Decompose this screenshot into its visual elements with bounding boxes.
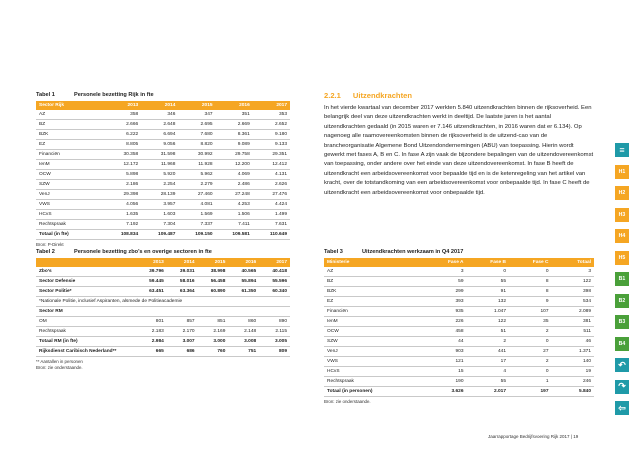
cell-value: 51 bbox=[467, 327, 510, 337]
cell-value: 2.254 bbox=[141, 180, 178, 190]
cell-value: 353 bbox=[253, 110, 290, 120]
nav-item-b4[interactable]: B4 bbox=[615, 337, 629, 351]
cell-value: 110.649 bbox=[253, 230, 290, 240]
cell-value: 30.358 bbox=[104, 150, 141, 160]
table3-title bbox=[324, 249, 594, 255]
cell-value: 55.596 bbox=[259, 277, 290, 287]
cell-value: 760 bbox=[198, 347, 229, 357]
table-row bbox=[36, 317, 290, 327]
cell-value: 59 bbox=[424, 277, 467, 287]
section-heading bbox=[324, 91, 412, 100]
row-label: EZ bbox=[36, 140, 104, 150]
cell-value: 458 bbox=[424, 327, 467, 337]
row-label: Rechtspraak bbox=[36, 327, 136, 337]
cell-value: 109.581 bbox=[216, 230, 253, 240]
cell-value: 109.150 bbox=[178, 230, 215, 240]
cell-value: 7.631 bbox=[253, 220, 290, 230]
cell-value: 441 bbox=[467, 347, 510, 357]
cell-value: 9.133 bbox=[253, 140, 290, 150]
cell-value: 35 bbox=[509, 317, 552, 327]
menu-icon[interactable]: ≡ bbox=[615, 143, 629, 157]
cell-value: 15 bbox=[424, 367, 467, 377]
cell-value: 8.820 bbox=[178, 140, 215, 150]
table-row bbox=[36, 230, 290, 240]
row-label: VWS bbox=[324, 357, 424, 367]
cell-value: 31.598 bbox=[141, 150, 178, 160]
table1-col-header: Sector Rijk bbox=[36, 101, 104, 110]
cell-value: 29.351 bbox=[253, 150, 290, 160]
table3-col-header: Fase C bbox=[509, 258, 552, 267]
cell-value: 3.008 bbox=[228, 337, 259, 347]
table1-header-row bbox=[36, 101, 290, 110]
prev-page-icon[interactable]: ⇦ bbox=[615, 401, 629, 415]
row-label: BZK bbox=[36, 130, 104, 140]
table1-caption: Personele bezetting Rijk in fte bbox=[74, 92, 154, 98]
row-label: SZW bbox=[324, 337, 424, 347]
row-label: Sector RM bbox=[36, 307, 290, 317]
row-label: IenM bbox=[36, 160, 104, 170]
cell-value: 398 bbox=[552, 287, 595, 297]
cell-value: 3.005 bbox=[259, 337, 290, 347]
cell-value: 347 bbox=[178, 110, 215, 120]
cell-value: 27.460 bbox=[178, 190, 215, 200]
table3-source: Bron: zie onderstaande. bbox=[324, 399, 371, 405]
cell-value: 4.253 bbox=[216, 200, 253, 210]
cell-value: 44 bbox=[424, 337, 467, 347]
cell-value: 40.418 bbox=[259, 267, 290, 277]
cell-value: 3.007 bbox=[167, 337, 198, 347]
cell-value: 29.398 bbox=[104, 190, 141, 200]
cell-value: 6.222 bbox=[104, 130, 141, 140]
cell-value: 2.186 bbox=[104, 180, 141, 190]
cell-value: 511 bbox=[552, 327, 595, 337]
cell-value: 5.962 bbox=[178, 170, 215, 180]
row-label: Totaal RM (in fte) bbox=[36, 337, 136, 347]
nav-item-b1[interactable]: B1 bbox=[615, 272, 629, 286]
cell-value: 2 bbox=[467, 337, 510, 347]
row-label: VenJ bbox=[36, 190, 104, 200]
forward-icon[interactable]: ↷ bbox=[615, 380, 629, 394]
cell-value: 1 bbox=[509, 377, 552, 387]
cell-value: 60.890 bbox=[198, 287, 229, 297]
cell-value: 299 bbox=[424, 287, 467, 297]
cell-value: 19 bbox=[552, 367, 595, 377]
cell-value: 2 bbox=[509, 327, 552, 337]
cell-value: 4.069 bbox=[216, 170, 253, 180]
table-row bbox=[324, 327, 594, 337]
cell-value: 1.506 bbox=[216, 210, 253, 220]
cell-value: 7.304 bbox=[141, 220, 178, 230]
cell-value: 9.180 bbox=[253, 130, 290, 140]
table-row bbox=[36, 327, 290, 337]
table-row bbox=[36, 220, 290, 230]
cell-value: 55 bbox=[467, 277, 510, 287]
table-row bbox=[324, 307, 594, 317]
row-label: Totaal (in fte) bbox=[36, 230, 104, 240]
nav-item-h4[interactable]: H4 bbox=[615, 229, 629, 243]
cell-value: 55 bbox=[467, 377, 510, 387]
cell-value: 1.499 bbox=[253, 210, 290, 220]
table3 bbox=[324, 258, 594, 397]
cell-value: 28.139 bbox=[141, 190, 178, 200]
table-row bbox=[36, 130, 290, 140]
cell-value: 4 bbox=[467, 367, 510, 377]
row-label: Rijksdienst Caribisch Nederland** bbox=[36, 347, 136, 357]
cell-value: 851 bbox=[198, 317, 229, 327]
table3-col-header: Fase B bbox=[467, 258, 510, 267]
cell-value: 686 bbox=[167, 347, 198, 357]
cell-value: 122 bbox=[552, 277, 595, 287]
cell-value: 2.089 bbox=[552, 307, 595, 317]
cell-value: 5.920 bbox=[141, 170, 178, 180]
cell-value: 2.626 bbox=[253, 180, 290, 190]
cell-value: 40.565 bbox=[228, 267, 259, 277]
cell-value: 9.089 bbox=[216, 140, 253, 150]
cell-value: 2.652 bbox=[253, 120, 290, 130]
cell-value: 38.998 bbox=[198, 267, 229, 277]
cell-value: 197 bbox=[509, 387, 552, 397]
cell-value: 3.626 bbox=[424, 387, 467, 397]
table-row bbox=[324, 337, 594, 347]
row-label: Financiën bbox=[36, 150, 104, 160]
cell-value: 809 bbox=[259, 347, 290, 357]
table-row bbox=[324, 357, 594, 367]
section-paragraph: In het vierde kwartaal van december 2017 werkten 5.840 uitzendkrachten binnen de rijksoverheid. Een belangrijk deel van deze uitzendkrachten werkt in deeltijd. De laatste jaren is het aantal uitzendkrachten gedaald (in 2015 waren er 7.146 uitzendkrachten, in 2016 waren dat er 6.134). Op nagenoeg alle raamovereenkomsten binnen de rijksoverheid is de uitzend-cao van de brancheorganisatie Algemene Bond Uitzendondernemingen (ABU) van toepassing. Hierin wordt gewerkt met fases A, B en C. In fase A zijn vaak de bijzondere bepalingen van de uitzendovereenkomst van toepassing, onder andere over het einde van deze uitzendovereenkomst. In fase B heeft de uitzendkracht een arbeidsovereenkomst voor bepaalde tijd en is de ketenregeling van het artikel van kracht, over de totstandkoming van een arbeidsovereenkomst voor onbepaalde tijd. In fase C heeft de uitzendkracht een arbeidsovereenkomst voor onbepaalde tijd. bbox=[324, 105, 594, 196]
table1-col-header: 2014 bbox=[141, 101, 178, 110]
cell-value: 393 bbox=[424, 297, 467, 307]
cell-value: 63.364 bbox=[167, 287, 198, 297]
cell-value: 935 bbox=[424, 307, 467, 317]
cell-value: 857 bbox=[167, 317, 198, 327]
table-row bbox=[36, 190, 290, 200]
table2-caption: Personele bezetting zbo’s en overige sectoren in fte bbox=[74, 249, 212, 255]
cell-value: 7.337 bbox=[178, 220, 215, 230]
table-row bbox=[36, 277, 290, 287]
cell-value: 6.694 bbox=[141, 130, 178, 140]
cell-value: 351 bbox=[216, 110, 253, 120]
table-row bbox=[324, 297, 594, 307]
row-label: VenJ bbox=[324, 347, 424, 357]
cell-value: 2.486 bbox=[216, 180, 253, 190]
cell-value: 12.200 bbox=[216, 160, 253, 170]
cell-value: 91 bbox=[467, 287, 510, 297]
cell-value: 8.805 bbox=[104, 140, 141, 150]
back-icon[interactable]: ↶ bbox=[615, 358, 629, 372]
row-label: EZ bbox=[324, 297, 424, 307]
table-row bbox=[324, 377, 594, 387]
cell-value: 3 bbox=[552, 267, 595, 277]
nav-item-h1[interactable]: H1 bbox=[615, 165, 629, 179]
table-row bbox=[36, 297, 290, 307]
row-label: Totaal (in personen) bbox=[324, 387, 424, 397]
cell-value: 346 bbox=[141, 110, 178, 120]
cell-value: 109.487 bbox=[141, 230, 178, 240]
cell-value: 60.340 bbox=[259, 287, 290, 297]
row-label: Sector Defensie bbox=[36, 277, 136, 287]
table-row bbox=[36, 200, 290, 210]
cell-value: 1.569 bbox=[178, 210, 215, 220]
table-row bbox=[36, 347, 290, 357]
cell-value: 2 bbox=[509, 357, 552, 367]
table3-caption: Uitzendkrachten werkzaam in Q4 2017 bbox=[362, 249, 464, 255]
table1-col-header: 2016 bbox=[216, 101, 253, 110]
table-row bbox=[36, 120, 290, 130]
table3-block bbox=[324, 249, 594, 405]
cell-value: 7.680 bbox=[178, 130, 215, 140]
cell-value: 2.695 bbox=[178, 120, 215, 130]
cell-value: 1.047 bbox=[467, 307, 510, 317]
cell-value: 3 bbox=[424, 267, 467, 277]
table2-header-row bbox=[36, 258, 290, 267]
cell-value: 801 bbox=[136, 317, 167, 327]
cell-value: 121 bbox=[424, 357, 467, 367]
cell-value: 5.840 bbox=[552, 387, 595, 397]
row-label: HCvS bbox=[36, 210, 104, 220]
table2-note-2: Bron: zie onderstaande. bbox=[36, 365, 83, 371]
cell-value: 860 bbox=[228, 317, 259, 327]
table-row bbox=[36, 307, 290, 317]
table-row bbox=[36, 170, 290, 180]
table-row bbox=[324, 367, 594, 377]
row-label: AZ bbox=[324, 267, 424, 277]
cell-value: 0 bbox=[509, 337, 552, 347]
cell-value: 107 bbox=[509, 307, 552, 317]
row-label: VWS bbox=[36, 200, 104, 210]
table-row bbox=[324, 317, 594, 327]
cell-value: 751 bbox=[228, 347, 259, 357]
cell-value: 8.361 bbox=[216, 130, 253, 140]
table-row bbox=[324, 287, 594, 297]
cell-value: 2.666 bbox=[104, 120, 141, 130]
cell-value: 27 bbox=[509, 347, 552, 357]
cell-value: 55.894 bbox=[228, 277, 259, 287]
cell-value: 4.424 bbox=[253, 200, 290, 210]
table3-number: Tabel 3 bbox=[324, 249, 343, 255]
cell-value: 665 bbox=[136, 347, 167, 357]
table2-notes bbox=[36, 359, 290, 371]
cell-value: 11.968 bbox=[141, 160, 178, 170]
cell-value: 2.115 bbox=[259, 327, 290, 337]
cell-value: 39.031 bbox=[167, 267, 198, 277]
cell-value: 11.928 bbox=[178, 160, 215, 170]
cell-value: 56.458 bbox=[198, 277, 229, 287]
row-label: OM bbox=[36, 317, 136, 327]
row-label: Financiën bbox=[324, 307, 424, 317]
table1-number: Tabel 1 bbox=[36, 92, 55, 98]
cell-value: 2.669 bbox=[216, 120, 253, 130]
cell-value: 890 bbox=[259, 317, 290, 327]
cell-value: 30.992 bbox=[178, 150, 215, 160]
cell-value: 1.603 bbox=[141, 210, 178, 220]
cell-value: 246 bbox=[552, 377, 595, 387]
cell-value: 4.081 bbox=[178, 200, 215, 210]
table1-col-header: 2013 bbox=[104, 101, 141, 110]
cell-value: 46 bbox=[552, 337, 595, 347]
nav-item-h5[interactable]: H5 bbox=[615, 251, 629, 265]
table1-block bbox=[36, 92, 290, 248]
cell-value: 29.758 bbox=[216, 150, 253, 160]
cell-value: 63.451 bbox=[136, 287, 167, 297]
row-label: Sector Politie* bbox=[36, 287, 136, 297]
cell-value: 2.183 bbox=[136, 327, 167, 337]
table3-col-header: Ministerie bbox=[324, 258, 424, 267]
cell-value: 534 bbox=[552, 297, 595, 307]
cell-value: 58.016 bbox=[167, 277, 198, 287]
cell-value: 358 bbox=[104, 110, 141, 120]
cell-value: 122 bbox=[467, 317, 510, 327]
table1-col-header: 2017 bbox=[253, 101, 290, 110]
nav-item-b3[interactable]: B3 bbox=[615, 315, 629, 329]
row-label: Zbo’s bbox=[36, 267, 136, 277]
table-row bbox=[324, 387, 594, 397]
cell-value: 2.148 bbox=[228, 327, 259, 337]
table-row bbox=[324, 267, 594, 277]
cell-value: 4.131 bbox=[253, 170, 290, 180]
cell-value: 0 bbox=[467, 267, 510, 277]
row-label: OCW bbox=[324, 327, 424, 337]
table3-header-row bbox=[324, 258, 594, 267]
cell-value: 903 bbox=[424, 347, 467, 357]
cell-value: 1.635 bbox=[104, 210, 141, 220]
cell-value: 3.957 bbox=[141, 200, 178, 210]
table3-col-header: Fase A bbox=[424, 258, 467, 267]
table2-col-header: 2013 bbox=[136, 258, 167, 267]
section-number: 2.2.1 bbox=[324, 91, 341, 100]
nav-item-h3[interactable]: H3 bbox=[615, 208, 629, 222]
table1 bbox=[36, 101, 290, 240]
cell-value: 2.984 bbox=[136, 337, 167, 347]
cell-value: 27.476 bbox=[253, 190, 290, 200]
table-row bbox=[36, 287, 290, 297]
cell-value: 7.411 bbox=[216, 220, 253, 230]
cell-value: 226 bbox=[424, 317, 467, 327]
row-label: Rechtspraak bbox=[324, 377, 424, 387]
row-label: BZK bbox=[324, 287, 424, 297]
row-label: BZ bbox=[36, 120, 104, 130]
nav-item-b2[interactable]: B2 bbox=[615, 294, 629, 308]
cell-value: 12.172 bbox=[104, 160, 141, 170]
cell-value: 39.796 bbox=[136, 267, 167, 277]
table2-col-header: 2016 bbox=[228, 258, 259, 267]
cell-value: 12.412 bbox=[253, 160, 290, 170]
cell-value: 3.000 bbox=[198, 337, 229, 347]
cell-value: 190 bbox=[424, 377, 467, 387]
nav-item-h2[interactable]: H2 bbox=[615, 186, 629, 200]
cell-value: 5.898 bbox=[104, 170, 141, 180]
cell-value: 140 bbox=[552, 357, 595, 367]
cell-value: 7.192 bbox=[104, 220, 141, 230]
table1-source: Bron: P-Direkt bbox=[36, 242, 64, 248]
cell-value: 2.279 bbox=[178, 180, 215, 190]
table2-col-header: 2017 bbox=[259, 258, 290, 267]
cell-value: 2.648 bbox=[141, 120, 178, 130]
table-row bbox=[324, 347, 594, 357]
cell-value: 8 bbox=[509, 277, 552, 287]
row-label: Rechtspraak bbox=[36, 220, 104, 230]
chapter-nav bbox=[615, 143, 629, 423]
table-row bbox=[36, 150, 290, 160]
section-title: Uitzendkrachten bbox=[352, 91, 412, 100]
cell-value: 2.017 bbox=[467, 387, 510, 397]
table2-col-header: 2015 bbox=[198, 258, 229, 267]
table2-block bbox=[36, 249, 290, 371]
row-label: IenM bbox=[324, 317, 424, 327]
row-label: SZW bbox=[36, 180, 104, 190]
cell-value: 2.169 bbox=[198, 327, 229, 337]
cell-value: 59.445 bbox=[136, 277, 167, 287]
table2 bbox=[36, 258, 290, 357]
row-label: *Nationale Politie, inclusief Aspiranten, alsmede de Politieacademie bbox=[36, 297, 290, 307]
row-label: OCW bbox=[36, 170, 104, 180]
cell-value: 27.248 bbox=[216, 190, 253, 200]
cell-value: 61.350 bbox=[228, 287, 259, 297]
table-row bbox=[36, 180, 290, 190]
table2-note-1: ** Aantallen in personen bbox=[36, 359, 83, 365]
table1-title bbox=[36, 92, 290, 98]
cell-value: 1.371 bbox=[552, 347, 595, 357]
row-label: AZ bbox=[36, 110, 104, 120]
cell-value: 4.056 bbox=[104, 200, 141, 210]
page-footer: Jaarrapportage Bedrijfsvoering Rijk 2017 | 19 bbox=[488, 434, 579, 439]
cell-value: 17 bbox=[467, 357, 510, 367]
cell-value: 108.834 bbox=[104, 230, 141, 240]
cell-value: 132 bbox=[467, 297, 510, 307]
table2-col-header: 2014 bbox=[167, 258, 198, 267]
table-row bbox=[36, 267, 290, 277]
table-row bbox=[36, 337, 290, 347]
table2-number: Tabel 2 bbox=[36, 249, 55, 255]
table2-col-header bbox=[36, 258, 136, 267]
table-row bbox=[36, 110, 290, 120]
table-row bbox=[324, 277, 594, 287]
table-row bbox=[36, 160, 290, 170]
table-row bbox=[36, 140, 290, 150]
table3-col-header: Totaal bbox=[552, 258, 595, 267]
row-label: BZ bbox=[324, 277, 424, 287]
cell-value: 0 bbox=[509, 367, 552, 377]
cell-value: 9.056 bbox=[141, 140, 178, 150]
table2-title bbox=[36, 249, 290, 255]
row-label: HCvS bbox=[324, 367, 424, 377]
cell-value: 8 bbox=[509, 287, 552, 297]
cell-value: 9 bbox=[509, 297, 552, 307]
table1-col-header: 2015 bbox=[178, 101, 215, 110]
cell-value: 2.170 bbox=[167, 327, 198, 337]
cell-value: 381 bbox=[552, 317, 595, 327]
cell-value: 0 bbox=[509, 267, 552, 277]
table-row bbox=[36, 210, 290, 220]
